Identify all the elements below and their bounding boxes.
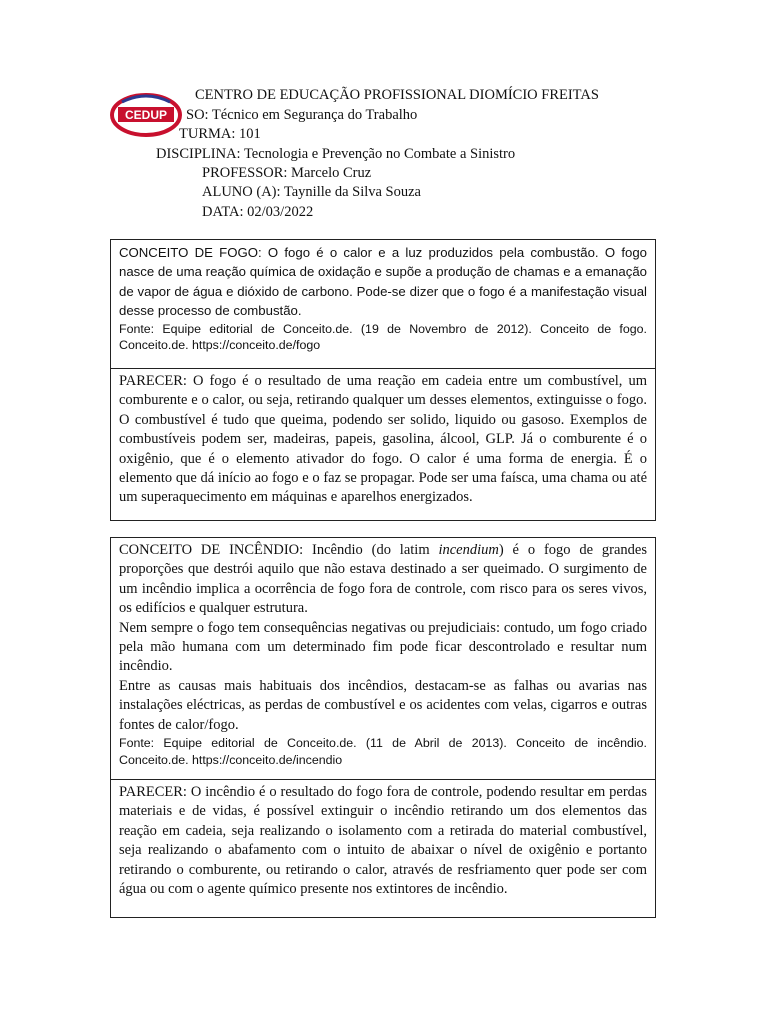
fogo-parecer-cell (111, 369, 655, 508)
professor-line: PROFESSOR: Marcelo Cruz (202, 165, 372, 181)
incendio-conceito-pre: Incêndio (do latim (303, 542, 439, 558)
incendio-table (110, 537, 656, 918)
logo-text: CEDUP (124, 108, 168, 122)
data-line: DATA: 02/03/2022 (202, 204, 314, 220)
incendio-latin-term: incendium (438, 542, 499, 558)
incendio-parecer-text: PARECER: O incêndio é o resultado do fogo fora de controle, podendo resultar em perdas materiais e de vidas, é possível extinguir o incêndio retirando um dos elementos das reação em cadeia, seja realizando o isolamento com a retirada do material combustível, seja realizando o abafamento com o intuito de abaixar o nível de oxigênio e portanto retirando o comburente, ou retirando o calor, através de resfriamento quer pode ser com água ou com o agente químico presente nos extintores de incêndio. (119, 784, 647, 898)
incendio-parecer-cell (111, 780, 655, 899)
incendio-paragraph-2: Nem sempre o fogo tem consequências negativas ou prejudiciais: contudo, um fogo criado pela mão humana com um determinado fim pode ficar descontrolado e resultar num incêndio. (119, 619, 647, 675)
fogo-conceito-text: CONCEITO DE FOGO: O fogo é o calor e a luz produzidos pela combustão. O fogo nasce de uma reação química de oxidação e supõe a produção de chamas e a emanação de vapor de água e dióxido de carbono. Pode-se dizer que o fogo é a manifestação visual desse processo de combustão. (119, 245, 647, 319)
disciplina-line: DISCIPLINA: Tecnologia e Prevenção no Combate a Sinistro (156, 146, 516, 162)
fogo-fonte: Fonte: Equipe editorial de Conceito.de. (19 de Novembro de 2012). Conceito de fogo. Conceito.de. https://conceito.de/fogo (119, 321, 647, 353)
incendio-conceito-label: CONCEITO DE INCÊNDIO: (119, 542, 304, 558)
school-name: CENTRO DE EDUCAÇÃO PROFISSIONAL DIOMÍCIO FREITAS (195, 87, 599, 103)
fogo-parecer-text: PARECER: O fogo é o resultado de uma reação em cadeia entre um combustível, um comburente e o calor, ou seja, retirando qualquer um desses elementos, extinguisse o fogo. O combustível é tudo que queima, podendo ser solido, liquido ou gasoso. Exemplos de combustíveis podem ser, madeiras, papeis, gasolina, álcool, GLP. Já o comburente é o oxigênio, que é o elemento ativador do fogo. O calor é uma forma de energia. É o elemento que dá início ao fogo e o faz se propagar. Pode ser uma faísca, uma chama ou até um superaquecimento em máquinas e aparelhos energizados. (119, 373, 647, 506)
incendio-paragraph-3: Entre as causas mais habituais dos incêndios, destacam-se as falhas ou avarias nas instalações eléctricas, as perdas de combustível e os acidentes com velas, cigarros e outras fontes de calor/fogo. (119, 677, 647, 733)
fogo-table (110, 239, 656, 521)
incendio-fonte: Fonte: Equipe editorial de Conceito.de. (11 de Abril de 2013). Conceito de incêndio. Conceito.de. https://conceito.de/incendio (119, 736, 647, 767)
incendio-conceito-post: ) é o fogo de grandes proporções que destrói aquilo que não estava destinado a ser queimado. O surgimento de um incêndio implica a ocorrência de fogo fora de controle, com risco para os seres vivos, os edifícios e qualquer estrutura. (119, 542, 648, 617)
incendio-conceito-cell (111, 538, 655, 779)
turma-line: TURMA: 101 (179, 126, 261, 142)
aluno-line: ALUNO (A): Taynille da Silva Souza (202, 184, 421, 200)
fogo-conceito-cell (111, 240, 655, 368)
cedup-logo (110, 92, 182, 138)
incendio-conceito-text (119, 541, 647, 619)
curso-line: SO: Técnico em Segurança do Trabalho (186, 107, 418, 123)
